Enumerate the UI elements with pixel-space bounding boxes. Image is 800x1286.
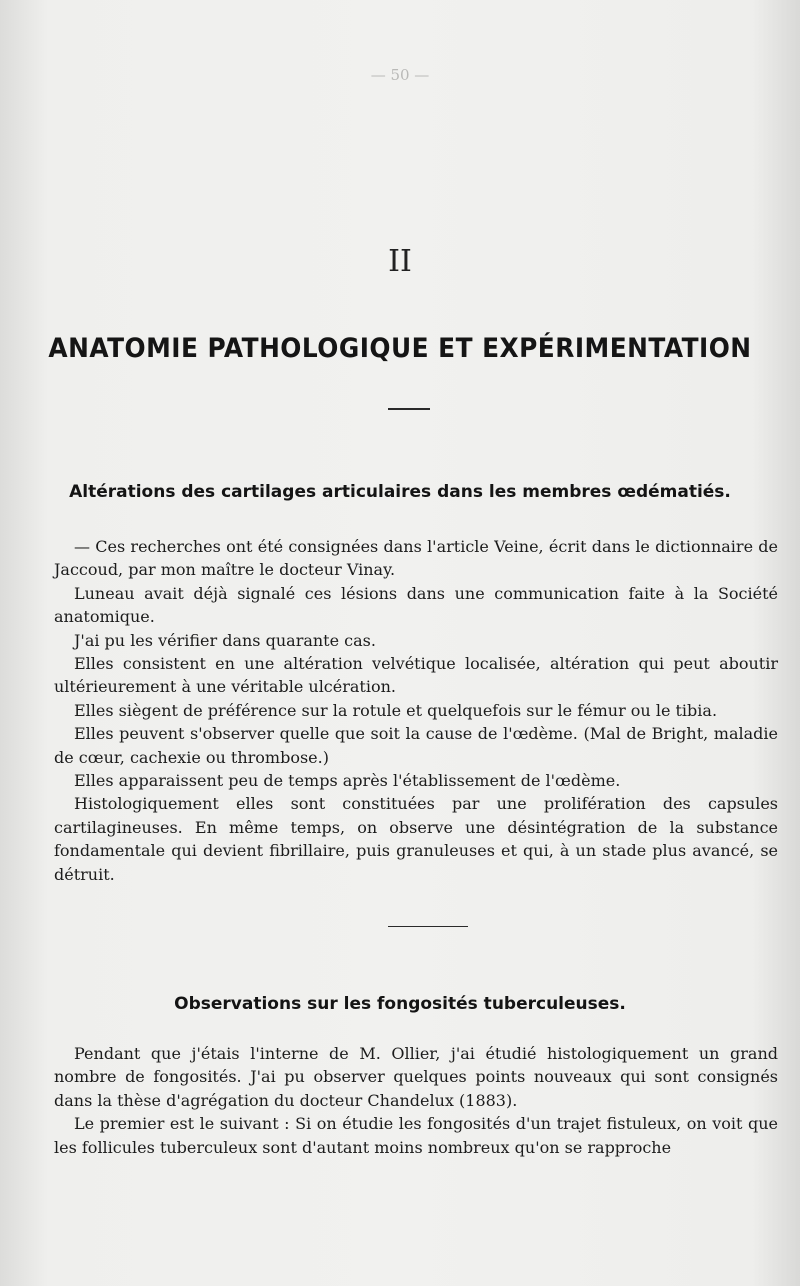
paragraph: Elles apparaissent peu de temps après l'établissement de l'œdème. [74, 771, 621, 791]
section-heading-cartilages: Altérations des cartilages articulaires dans les membres œdématiés. [69, 482, 731, 502]
chapter-title: ANATOMIE PATHOLOGIQUE ET EXPÉRIMENTATION [48, 333, 752, 364]
paragraph: Elles consistent en une altération velvétique localisée, altération qui peut aboutir ultérieurement à une véritable ulcération. [54, 654, 778, 697]
section-body-fongosites [54, 1042, 778, 1159]
paragraph: Histologiquement elles sont constituées par une prolifération des capsules cartilagineuses. En même temps, on observe une désintégration de la substance fondamentale qui devient fibrillaire, puis granuleuses et qui, à un stade plus avancé, se détruit. [54, 794, 778, 884]
paragraph: Le premier est le suivant : Si on étudie les fongosités d'un trajet fistuleux, on voit que les follicules tuberculeux sont d'autant moins nombreux qu'on se rapproche [54, 1114, 778, 1157]
section-heading-fongosites: Observations sur les fongosités tuberculeuses. [174, 994, 626, 1014]
divider-rule [388, 408, 430, 410]
paragraph: — Ces recherches ont été consignées dans l'article Veine, écrit dans le dictionnaire de Jaccoud, par mon maître le docteur Vinay. [54, 537, 778, 580]
paragraph: Elles peuvent s'observer quelle que soit la cause de l'œdème. (Mal de Bright, maladie de cœur, cachexie ou thrombose.) [54, 724, 778, 767]
divider-rule [388, 926, 468, 927]
paragraph: Luneau avait déjà signalé ces lésions dans une communication faite à la Société anatomique. [54, 583, 778, 627]
section-body-cartilages [54, 535, 778, 886]
page-number: — 50 — [370, 66, 430, 84]
section-numeral: II [388, 244, 412, 279]
paragraph: Pendant que j'étais l'interne de M. Ollier, j'ai étudié histologiquement un grand nombre de fongosités. J'ai pu observer quelques points nouveaux qui sont consignés dans la thèse d'agrégation du docteur Chandelux (1883). [54, 1044, 778, 1110]
paragraph: Elles siègent de préférence sur la rotule et quelquefois sur le fémur ou le tibia. [74, 700, 718, 720]
paragraph: J'ai pu les vérifier dans quarante cas. [74, 630, 376, 650]
